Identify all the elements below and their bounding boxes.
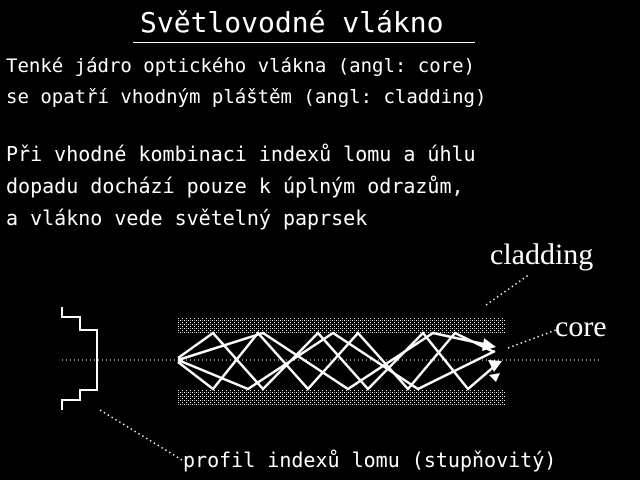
cladding-label: cladding (490, 238, 594, 271)
slide-title: Světlovodné vlákno (140, 6, 444, 39)
core-label: core (555, 310, 607, 343)
profile-label: profil indexů lomu (stupňovitý) (183, 448, 557, 472)
paragraph2-line2: dopadu dochází pouze k úplným odrazům, (6, 174, 464, 198)
core-leader-line (508, 330, 556, 348)
light-rays (178, 333, 497, 389)
index-profile-step (62, 307, 97, 410)
paragraph2-line3: a vlákno vede světelný paprsek (6, 206, 368, 230)
paragraph1-line2: se opatří vhodným pláštěm (angl: cladding) (6, 86, 487, 108)
cladding-top-band (178, 317, 506, 333)
cladding-leader-line (486, 274, 530, 305)
cladding-bottom-band (178, 390, 506, 406)
paragraph1-line1: Tenké jádro optického vlákna (angl: core) (6, 55, 475, 77)
profile-leader-line (100, 410, 182, 460)
paragraph2-line1: Při vhodné kombinaci indexů lomu a úhlu (6, 142, 476, 166)
